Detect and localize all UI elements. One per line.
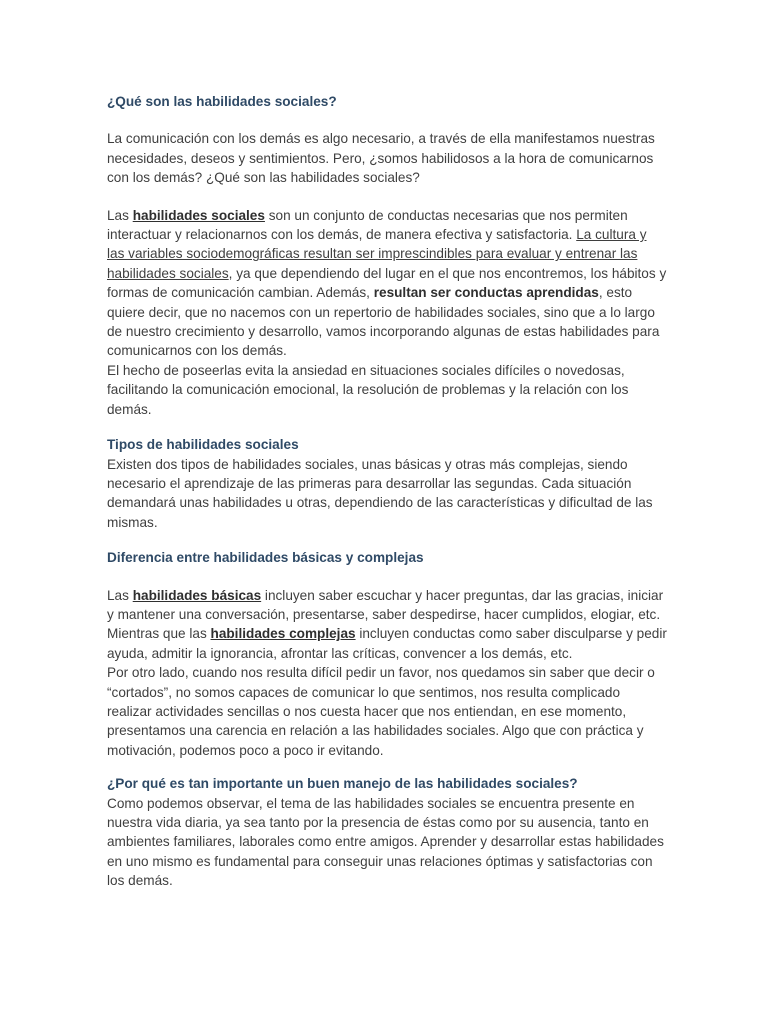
section-heading-tipos: Tipos de habilidades sociales: [107, 437, 299, 453]
section-heading-importancia: ¿Por qué es tan importante un buen manejo de las habilidades sociales?: [107, 776, 578, 792]
habilidades-basicas-link[interactable]: habilidades básicas: [132, 587, 262, 603]
document-body: [107, 92, 667, 891]
paragraph-importancia: Como podemos observar, el tema de las habilidades sociales se encuentra presente en nuestra vida diaria, ya sea tanto por la presencia de éstas como por su ausencia, tanto en ambientes familiares, laborales como entre amigos. Aprender y desarrollar estas habilidades en uno mismo es fundamental para conseguir unas relaciones óptimas y satisfactorias con los demás.: [107, 795, 664, 889]
text-run: , esto quiere decir, que no nacemos con un repertorio de habilidades sociales, sino que a lo largo de nuestro crecimiento y desarrollo, vamos incorporando algunas de estas habilidades para comunicarnos con los demás.: [107, 285, 660, 359]
habilidades-complejas-link[interactable]: habilidades complejas: [210, 626, 356, 642]
text-run: son un conjunto de conductas necesarias que nos permiten interactuar y relacionarnos con los demás, de manera efectiva y satisfactoria.: [107, 207, 628, 243]
text-run: incluyen conductas como saber disculparse y pedir ayuda, admitir la ignorancia, afrontar las críticas, convencer a los demás, etc.: [107, 626, 667, 661]
text-run: , ya que dependiendo del lugar en el que nos encontremos, los hábitos y formas de comunicación cambian. Además,: [107, 265, 667, 301]
text-run: Las: [107, 207, 133, 223]
paragraph-intro: La comunicación con los demás es algo necesario, a través de ella manifestamos nuestras necesidades, deseos y sentimientos. Pero, ¿somos habilidosos a la hora de comunicarnos con los demás? ¿Qué son las habilidades sociales?: [107, 131, 655, 186]
section-heading-diferencia: Diferencia entre habilidades básicas y complejas: [107, 550, 424, 566]
bold-conductas-aprendidas: resultan ser conductas aprendidas: [373, 285, 599, 301]
paragraph-ansiedad: El hecho de poseerlas evita la ansiedad en situaciones sociales difíciles o novedosas, facilitando la comunicación emocional, la resolución de problemas y la relación con los demás.: [107, 362, 629, 417]
paragraph-tipos: Existen dos tipos de habilidades sociales, unas básicas y otras más complejas, siendo necesario el aprendizaje de las primeras para desarrollar las segundas. Cada situación demandará unas habilidades u otras, dependiendo de las características y dificultad de las mismas.: [107, 456, 653, 530]
paragraph-otro-lado: Por otro lado, cuando nos resulta difícil pedir un favor, nos quedamos sin saber que decir o “cortados”, no somos capaces de comunicar lo que sentimos, nos resulta complicado realizar actividades sencillas o nos cuesta hacer que nos entiendan, en ese momento, presentamos una carencia en relación a las habilidades sociales. Algo que con práctica y motivación, podemos poco a poco ir evitando.: [107, 665, 655, 758]
text-run: incluyen saber escuchar y hacer preguntas, dar las gracias, iniciar y mantener una conversación, presentarse, saber despedirse, hacer cumplidos, elogiar, etc. Mientras que las: [107, 587, 664, 642]
section-heading-que-son: ¿Qué son las habilidades sociales?: [107, 94, 337, 109]
text-run: Las: [107, 587, 133, 603]
habilidades-sociales-link[interactable]: habilidades sociales: [132, 207, 265, 223]
paragraph-definition: [107, 206, 667, 361]
paragraph-basicas-complejas: [107, 586, 667, 664]
underlined-cultura-text: La cultura y las variables sociodemográficas resultan ser imprescindibles para evaluar y entrenar las habilidades sociales: [107, 227, 647, 281]
